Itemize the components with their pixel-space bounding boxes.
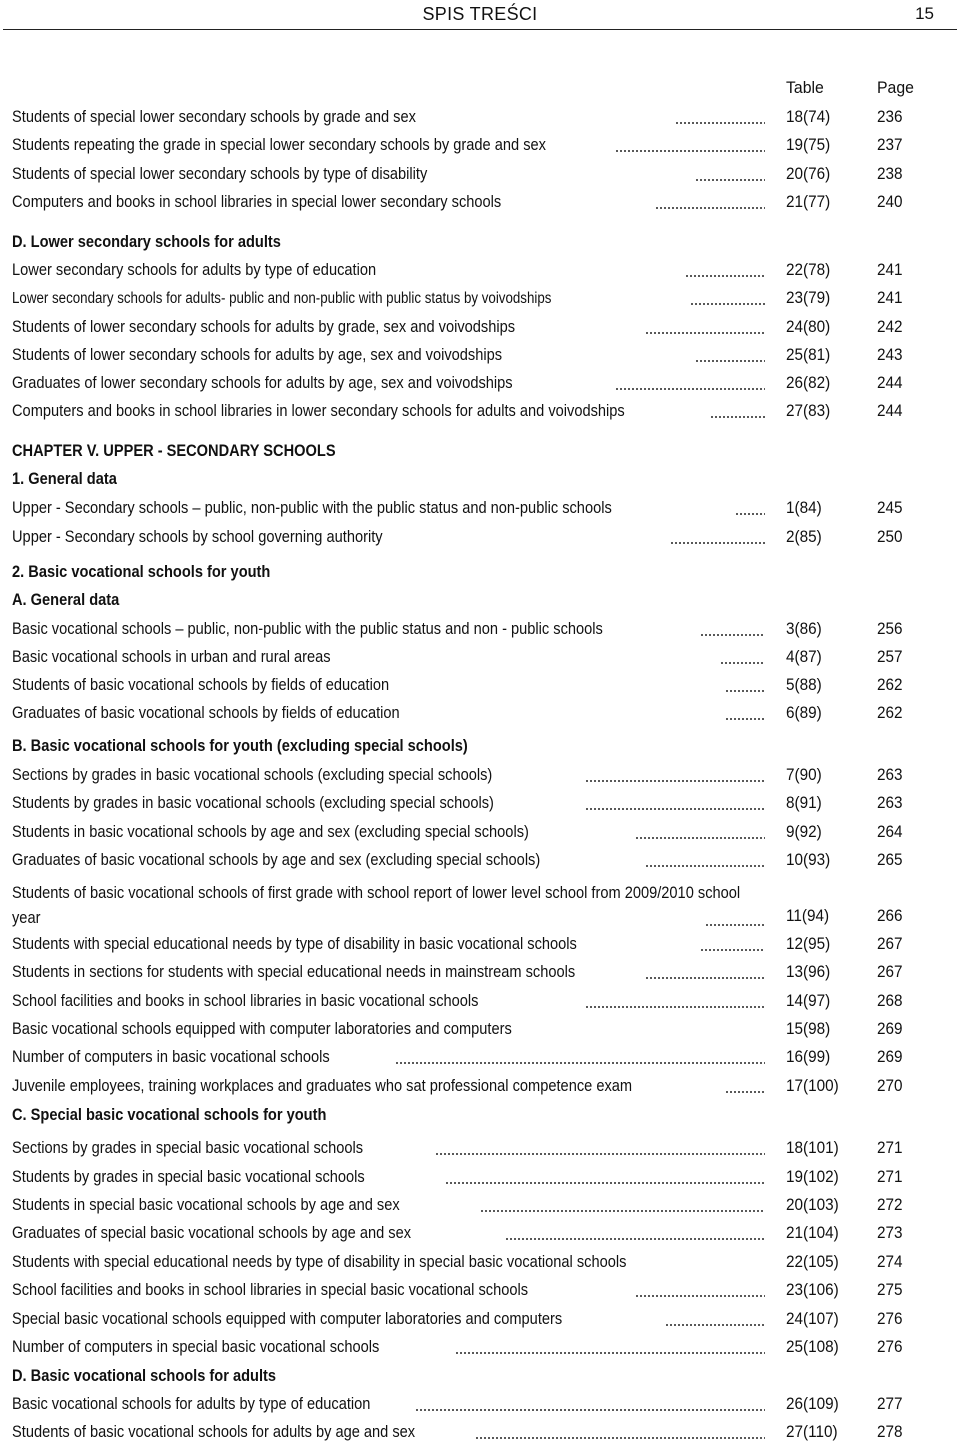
page-number: 271 [877,1167,903,1186]
entry-text: Students in basic vocational schools by age and sex (excluding special schools) [12,822,529,841]
section-heading [0,561,960,587]
page-number: 271 [877,1138,903,1157]
page-number: 262 [877,675,903,694]
entry-text: Students of lower secondary schools for adults by grade, sex and voivodships [12,317,516,336]
page-number: 275 [877,1280,903,1299]
entry-text: Students in sections for students with special educational needs in mainstream schools [12,962,576,981]
entry-description [12,134,765,156]
table-number: 17(100) [786,1076,839,1095]
toc-entry [0,764,960,790]
entry-text: School facilities and books in school libraries in special basic vocational schools [12,1280,529,1299]
toc-entry [0,1018,960,1044]
entry-text: Students by grades in basic vocational schools (excluding special schools) [12,793,494,812]
toc-entry [0,134,960,160]
toc-entry [0,163,960,189]
section-heading [0,1104,960,1130]
page-number: 265 [877,850,903,869]
toc-entry [0,1251,960,1277]
entry-text: Students with special educational needs by type of disability in special basic vocational schools [12,1252,627,1271]
entry-description [12,1365,765,1387]
page-number: 267 [877,962,903,981]
toc-entry [0,880,960,930]
table-number: 26(109) [786,1394,839,1413]
entry-description [12,400,765,422]
entry-description [12,1137,765,1159]
toc-entry [0,849,960,875]
table-number: 8(91) [786,793,822,812]
toc-entry [0,1137,960,1163]
page-number: 256 [877,619,903,638]
table-number: 3(86) [786,619,822,638]
toc-entry [0,1222,960,1248]
entry-text: Computers and books in school libraries in special lower secondary schools [12,192,502,211]
entry-description [12,618,765,640]
entry-description [12,1018,765,1040]
heading-text: 1. General data [12,469,117,488]
entry-description [12,1222,765,1244]
table-number: 1(84) [786,498,822,517]
table-number: 18(74) [786,107,831,126]
table-number: 11(94) [786,906,830,925]
column-header-table: Table [786,78,824,97]
toc-entry [0,372,960,398]
page-number: 241 [877,288,903,307]
table-number: 22(105) [786,1252,839,1271]
table-number: 20(76) [786,164,831,183]
heading-text: C. Special basic vocational schools for youth [12,1105,327,1124]
entry-text: Number of computers in special basic vocational schools [12,1337,380,1356]
table-number: 26(82) [786,373,831,392]
entry-description [12,1421,765,1443]
toc-entry [0,1075,960,1101]
table-number: 9(92) [786,822,822,841]
entry-text: Students of basic vocational schools for adults by age and sex [12,1422,416,1441]
page-number: 264 [877,822,903,841]
page-number: 243 [877,345,903,364]
table-number: 25(81) [786,345,831,364]
page-number: 276 [877,1309,903,1328]
entry-description [12,735,765,757]
table-number: 22(78) [786,260,831,279]
table-number: 7(90) [786,765,822,784]
table-number: 16(99) [786,1047,831,1066]
entry-text: Basic vocational schools in urban and rural areas [12,647,331,666]
section-heading [0,735,960,761]
entry-description [12,961,765,983]
page-number: 250 [877,527,903,546]
entry-description [12,316,765,338]
page-number: 272 [877,1195,903,1214]
heading-text: B. Basic vocational schools for youth (excluding special schools) [12,736,468,755]
heading-text: A. General data [12,590,120,609]
entry-text: Students with special educational needs by type of disability in basic vocational schools [12,934,577,953]
page-number: 244 [877,401,903,420]
table-number: 23(106) [786,1280,839,1299]
page-number: 240 [877,192,903,211]
table-number: 27(110) [786,1422,838,1441]
page-number: 268 [877,991,903,1010]
entry-description [12,792,765,814]
table-number: 21(77) [786,192,831,211]
page-number: 238 [877,164,903,183]
entry-text: Graduates of lower secondary schools for adults by age, sex and voivodships [12,373,513,392]
entry-description [12,702,765,724]
entry-description [12,372,765,394]
page-number: 242 [877,317,903,336]
entry-description [12,468,765,490]
toc-entry [0,961,960,987]
entry-text: Sections by grades in special basic vocational schools [12,1138,364,1157]
entry-description [12,231,765,253]
entry-description [12,259,765,281]
entry-text: Students of basic vocational schools by fields of education [12,675,390,694]
toc-entry [0,933,960,959]
entry-text: Graduates of basic vocational schools by age and sex (excluding special schools) [12,850,541,869]
page-number: 237 [877,135,903,154]
entry-description [12,1104,765,1126]
column-header-page: Page [877,78,914,97]
toc-entry [0,1421,960,1447]
toc-entry [0,702,960,728]
toc-entry [0,618,960,644]
entry-description [12,1166,765,1188]
table-number: 24(80) [786,317,831,336]
page-number: 277 [877,1394,903,1413]
entry-text: Basic vocational schools – public, non-public with the public status and non - public schools [12,619,603,638]
entry-description [12,849,765,871]
section-heading [0,440,960,466]
entry-text: Graduates of basic vocational schools by fields of education [12,703,400,722]
toc-entry [0,990,960,1016]
entry-text: Students of basic vocational schools of first grade with school report of lower level school from 2009/2010 school year [12,883,741,927]
header-title: SPIS TREŚCI [422,4,538,24]
toc-entry [0,1308,960,1334]
table-number: 21(104) [786,1223,839,1242]
entry-description [12,1279,765,1301]
entry-description [12,287,765,309]
toc-entry [0,259,960,285]
entry-description [12,1194,765,1216]
entry-text: Students in special basic vocational schools by age and sex [12,1195,400,1214]
section-heading [0,589,960,615]
table-number: 5(88) [786,675,822,694]
page-number: 269 [877,1047,903,1066]
toc-entry [0,792,960,818]
table-number: 19(75) [786,135,831,154]
entry-text: Number of computers in basic vocational schools [12,1047,330,1066]
page-number: 273 [877,1223,903,1242]
entry-description [12,1251,765,1273]
table-number: 14(97) [786,991,831,1010]
entry-text: Graduates of special basic vocational schools by age and sex [12,1223,412,1242]
entry-description [12,1308,765,1330]
header-page-number: 15 [915,4,934,23]
table-number: 24(107) [786,1309,839,1328]
entry-text: Computers and books in school libraries in lower secondary schools for adults and voivodships [12,401,625,420]
entry-description [12,764,765,786]
heading-text: D. Lower secondary schools for adults [12,232,281,251]
page-number: 266 [877,906,903,925]
table-number: 4(87) [786,647,822,666]
table-number: 2(85) [786,527,822,546]
entry-description [12,163,765,185]
page-number: 278 [877,1422,903,1441]
entry-description [12,561,765,583]
entry-description [12,344,765,366]
entry-description [12,646,765,668]
page-number: 263 [877,793,903,812]
entry-description [12,880,765,930]
page-number: 257 [877,647,903,666]
toc-entry [0,526,960,552]
heading-text: CHAPTER V. UPPER - SECONDARY SCHOOLS [12,441,336,460]
entry-text: Juvenile employees, training workplaces and graduates who sat professional competence exam [12,1076,633,1095]
toc-entry [0,1393,960,1419]
entry-description [12,1336,765,1358]
entry-text: Basic vocational schools equipped with computer laboratories and computers [12,1019,512,1038]
table-number: 25(108) [786,1337,839,1356]
entry-description [12,106,765,128]
page-number: 267 [877,934,903,953]
table-number: 19(102) [786,1167,839,1186]
entry-description [12,1046,765,1068]
heading-text: D. Basic vocational schools for adults [12,1366,277,1385]
page-number: 236 [877,107,903,126]
section-heading [0,468,960,494]
toc-entry [0,400,960,426]
table-number: 20(103) [786,1195,839,1214]
toc-entry [0,821,960,847]
page-number: 269 [877,1019,903,1038]
section-heading [0,1365,960,1391]
entry-text: Lower secondary schools for adults by type of education [12,260,377,279]
heading-text: 2. Basic vocational schools for youth [12,562,271,581]
toc-entry [0,1279,960,1305]
entry-description [12,1393,765,1415]
table-number: 27(83) [786,401,831,420]
entry-text: Sections by grades in basic vocational schools (excluding special schools) [12,765,493,784]
entry-description [12,497,765,519]
toc-entry [0,674,960,700]
toc-entry [0,497,960,523]
table-number: 23(79) [786,288,831,307]
toc-entry [0,344,960,370]
toc-entry [0,316,960,342]
table-number: 13(96) [786,962,831,981]
entry-text: Special basic vocational schools equipped with computer laboratories and computers [12,1309,563,1328]
entry-description [12,589,765,611]
page-number: 270 [877,1076,903,1095]
page-number: 244 [877,373,903,392]
toc-entry [0,191,960,217]
page-number: 276 [877,1337,903,1356]
toc-entry [0,1046,960,1072]
entry-description [12,821,765,843]
page-number: 262 [877,703,903,722]
toc-entry [0,1336,960,1362]
entry-text: Students of lower secondary schools for adults by age, sex and voivodships [12,345,503,364]
entry-text: School facilities and books in school libraries in basic vocational schools [12,991,479,1010]
page-number: 245 [877,498,903,517]
entry-text: Students of special lower secondary schools by type of disability [12,164,428,183]
entry-description [12,1075,765,1097]
toc-entry [0,1194,960,1220]
entry-description [12,526,765,548]
entry-description [12,990,765,1012]
entry-text: Students repeating the grade in special lower secondary schools by grade and sex [12,135,546,154]
entry-description [12,440,765,462]
section-heading [0,231,960,257]
entry-description [12,674,765,696]
page-number: 263 [877,765,903,784]
toc-entry [0,646,960,672]
entry-description [12,191,765,213]
entry-text: Lower secondary schools for adults- public and non-public with public status by voivodships [12,290,552,307]
entry-description [12,933,765,955]
table-number: 12(95) [786,934,831,953]
entry-text: Students by grades in special basic vocational schools [12,1167,365,1186]
page-number: 274 [877,1252,903,1271]
table-number: 15(98) [786,1019,831,1038]
entry-text: Basic vocational schools for adults by type of education [12,1394,371,1413]
toc-entry [0,287,960,313]
page-number: 241 [877,260,903,279]
entry-text: Upper - Secondary schools – public, non-public with the public status and non-public schools [12,498,612,517]
toc-entry [0,1166,960,1192]
table-number: 6(89) [786,703,822,722]
entry-text: Students of special lower secondary schools by grade and sex [12,107,416,126]
table-number: 18(101) [786,1138,839,1157]
entry-text: Upper - Secondary schools by school governing authority [12,527,383,546]
toc-entry [0,106,960,132]
table-number: 10(93) [786,850,831,869]
